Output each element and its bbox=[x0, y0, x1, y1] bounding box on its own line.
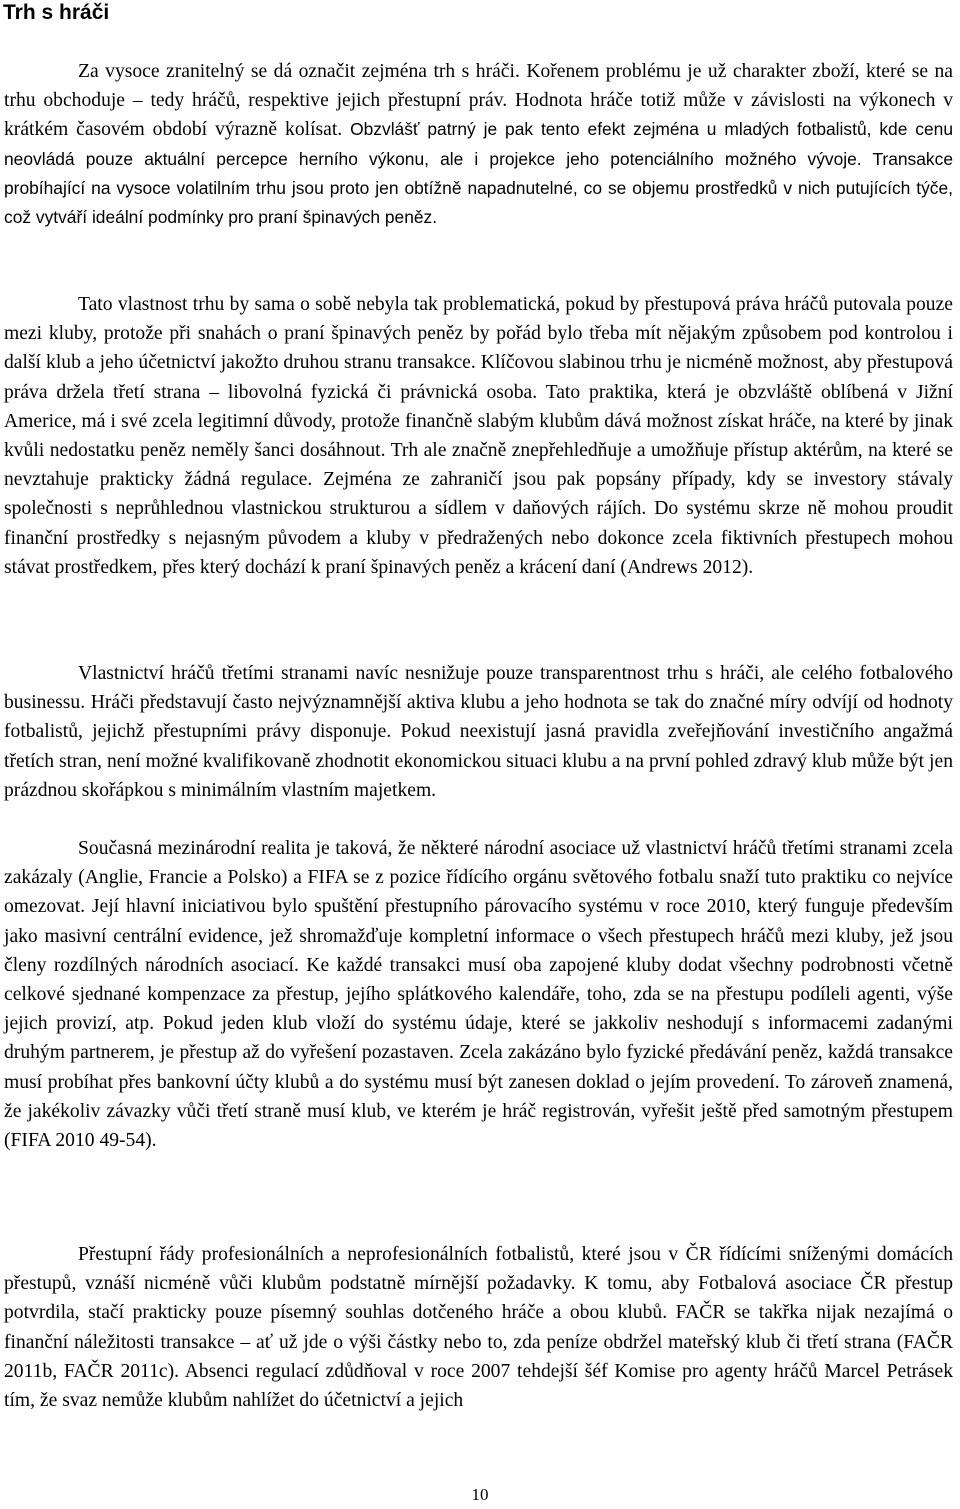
paragraph-2-text: Tato vlastnost trhu by sama o sobě nebyla tak problematická, pokud by přestupová práva hráčů putovala pouze mezi kluby, protože při snahách o praní špinavých peněz by pořád bylo třeba mít nějakým způsobem pod kontrolou i další klub a jeho účetnictví jakožto druhou stranu transakce. Klíčovou slabinou trhu je nicméně možnost, aby přestupová práva držela třetí strana – libovolná fyzická či právnická osoba. Tato praktika, která je obzvláště oblíbená v Jižní Americe, má i své zcela legitimní důvody, protože finančně slabým klubům dává možnost získat hráče, na které by jinak kvůli nedostatku peněz neměly šanci dosáhnout. Trh ale značně znepřehledňuje a umožňuje přístup aktérům, na které se nevztahuje prakticky žádná regulace. Zejména ze zahraničí jsou pak popsány případy, kdy se investory stávaly společnosti s neprůhlednou vlastnickou strukturou a sídlem v daňových rájích. Do systému skrze ně mohou proudit finanční prostředky s nejasným původem a kluby v předražených nebo dokonce zcela fiktivních přestupech mohou stávat prostředkem, přes který dochází k praní špinavých peněz a krácení daní (Andrews 2012). bbox=[4, 294, 953, 578]
paragraph-1-intro: Za vysoce zranitelný se dá označit zejména trh s hráči. Kořenem problému je už charakter zboží, které se na trhu obchoduje – tedy hráčů, respektive jejich přestupní práv. Hodnota hráče totiž může v závislosti na výkonech v krátkém časovém období výrazně kolísat. bbox=[4, 61, 953, 141]
paragraph-2 bbox=[4, 290, 953, 582]
section-heading: Trh s hráči bbox=[3, 1, 110, 24]
paragraph-4 bbox=[4, 834, 953, 1155]
paragraph-4-text: Současná mezinárodní realita je taková, že některé národní asociace už vlastnictví hráčů třetími stranami zcela zakázaly (Anglie, Francie a Polsko) a FIFA se z pozice řídícího orgánu světového fotbalu snaží tuto praktiku co nejvíce omezovat. Její hlavní iniciativou bylo spuštění přestupního párovacího systému v roce 2010, který funguje především jako masivní centrální evidence, jež shromažďuje kompletní informace o všech přestupech hráčů mezi kluby, jež jsou členy rozdílných národních asociací. Ke každé transakci musí oba zapojené kluby dodat všechny podrobnosti včetně celkové sjednané kompenzace za přestup, jejího splátkového kalendáře, toho, zda se na přestupu podíleli agenti, výše jejich provizí, atp. Pokud jeden klub vloží do systému údaje, které se jakkoliv neshodují s informacemi zadanými druhým partnerem, je přestup až do vyřešení pozastaven. Zcela zakázáno bylo fyzické předávání peněz, každá transakce musí probíhat přes bankovní účty klubů a do systému musí být zanesen doklad o jejím provedení. To zároveň znamená, že jakékoliv závazky vůči třetí straně musí klub, ve kterém je hráč registrován, vyřešit ještě před samotným přestupem (FIFA 2010 49-54). bbox=[4, 838, 953, 1152]
paragraph-3 bbox=[4, 659, 953, 805]
paragraph-5 bbox=[4, 1240, 953, 1415]
paragraph-5-text: Přestupní řády profesionálních a neprofesionálních fotbalistů, které jsou v ČR řídícími sníženými domácích přestupů, vznáší nicméně vůči klubům podstatně mírnější požadavky. K tomu, aby Fotbalová asociace ČR přestup potvrdila, stačí prakticky pouze písemný souhlas dotčeného hráče a obou klubů. FAČR se takřka nijak nezajímá o finanční náležitosti transakce – ať už jde o výši částky nebo to, zda peníze obdržel mateřský klub či třetí strana (FAČR 2011b, FAČR 2011c). Absenci regulací zdůdňoval v roce 2007 tehdejší šéf Komise pro agenty hráčů Marcel Petrásek tím, že svaz nemůže klubům nahlížet do účetnictví a jejich bbox=[4, 1244, 953, 1412]
page-number: 10 bbox=[471, 1485, 489, 1504]
paragraph-1-rest: Obzvlášť patrný je pak tento efekt zejména u mladých fotbalistů, kde cenu neovládá pouze aktuální percepce herního výkonu, ale i projekce jeho potenciálního možného vývoje. Transakce probíhající na vysoce volatilním trhu jsou proto jen obtížně napadnutelné, co se objemu prostředků v nich putujících týče, což vytváří ideální podmínky pro praní špinavých peněz. bbox=[4, 119, 953, 228]
paragraph-3-text: Vlastnictví hráčů třetími stranami navíc nesnižuje pouze transparentnost trhu s hráči, ale celého fotbalového businessu. Hráči představují často nejvýznamnější aktiva klubu a jeho hodnota se tak do značné míry odvíjí od hodnoty fotbalistů, jejichž přestupními právy disponuje. Pokud neexistují jasná pravidla zveřejňování investičního angažmá třetích stran, není možné kvalifikovaně zhodnotit ekonomickou situaci klubu a na první pohled zdravý klub může být jen prázdnou skořápkou s minimálním vlastním majetkem. bbox=[4, 663, 953, 801]
paragraph-1 bbox=[4, 57, 953, 262]
